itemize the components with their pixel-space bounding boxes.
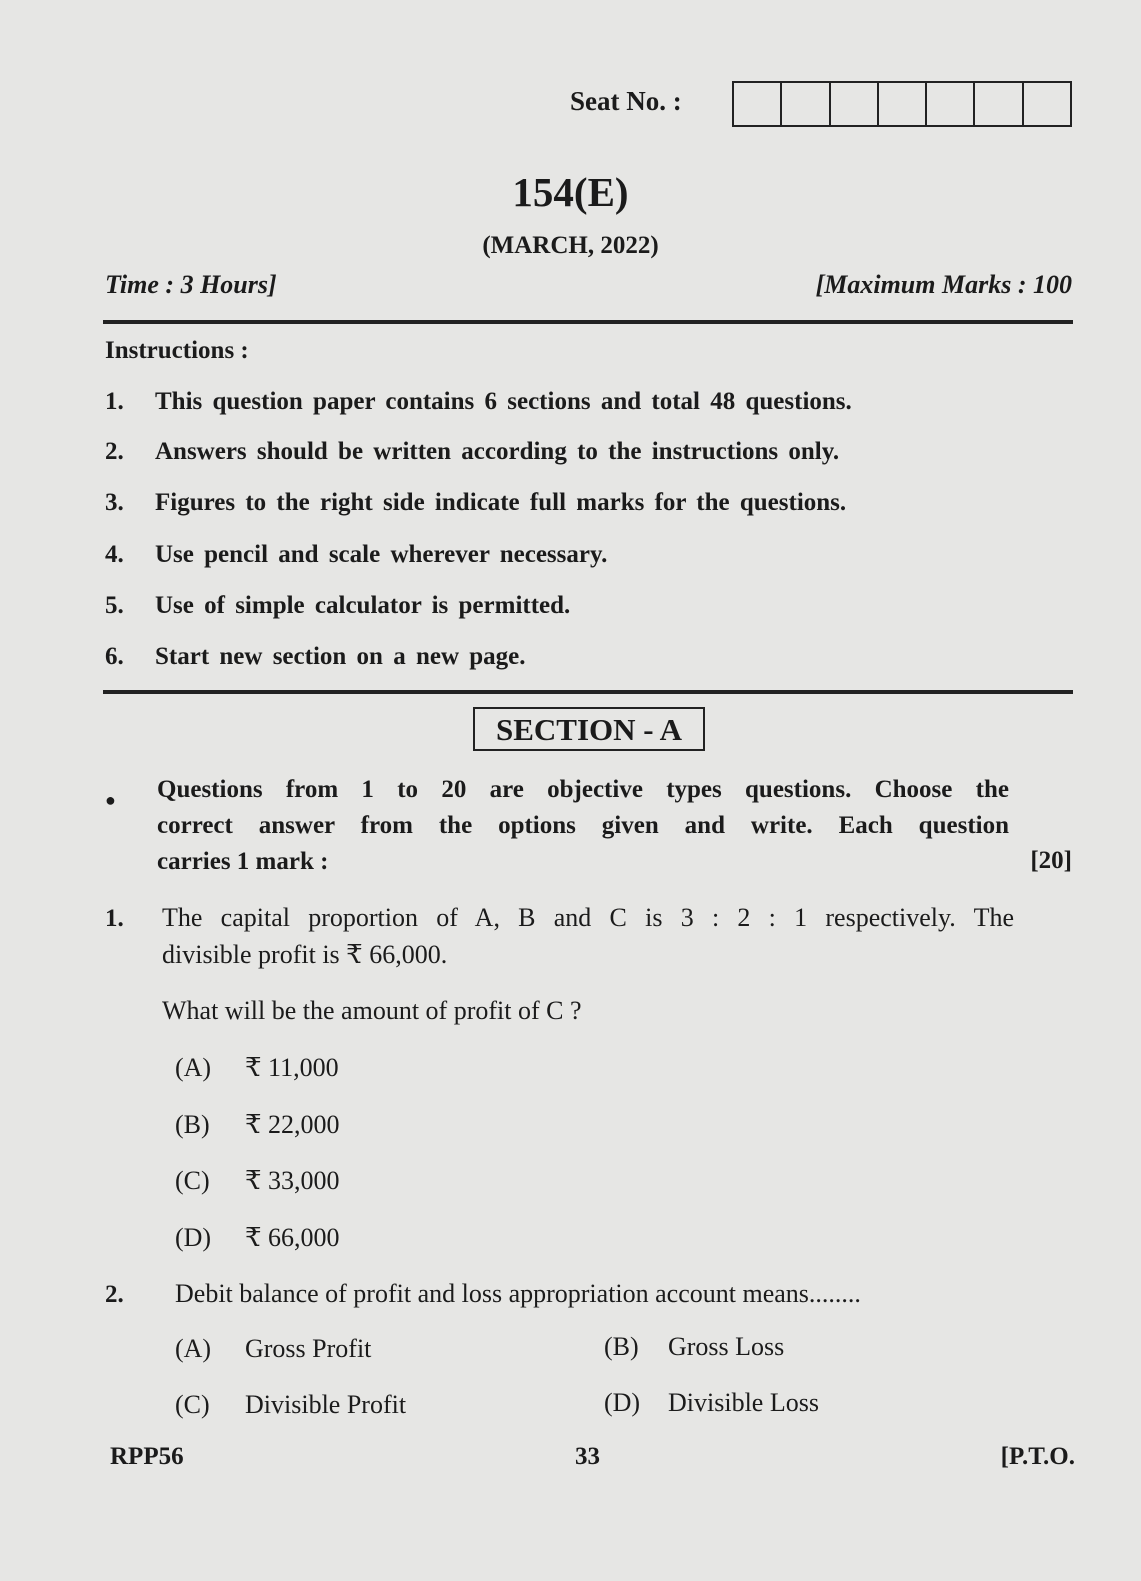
instructions-divider: [103, 690, 1073, 694]
seat-number-boxes[interactable]: [732, 81, 1072, 127]
instruction-item: [105, 541, 607, 569]
instruction-item: [105, 489, 846, 517]
instruction-number: 5.: [105, 592, 124, 619]
answer-option: [175, 1334, 371, 1364]
option-label: (C): [175, 1390, 210, 1419]
option-label: (D): [604, 1388, 641, 1417]
option-text: Gross Loss: [668, 1332, 785, 1361]
answer-option: [175, 1053, 339, 1083]
answer-option: [175, 1110, 340, 1140]
section-title: SECTION - A: [473, 707, 705, 751]
option-label: (C): [175, 1166, 210, 1195]
instructions-title: Instructions :: [105, 337, 249, 364]
section-note-line: carries 1 mark :: [157, 848, 329, 875]
seat-box[interactable]: [831, 83, 879, 125]
option-label: (B): [175, 1110, 210, 1139]
question-text-line: divisible profit is ₹ 66,000.: [162, 940, 448, 969]
seat-number-label: Seat No. :: [570, 86, 682, 116]
page-turn-note: [P.T.O.: [1000, 1443, 1075, 1470]
option-text: Divisible Loss: [668, 1388, 819, 1417]
question-number: 2.: [105, 1281, 124, 1308]
footer-code: RPP56: [110, 1443, 184, 1470]
option-label: (B): [604, 1332, 639, 1361]
instruction-text: This question paper contains 6 sections and total 48 questions.: [155, 388, 852, 415]
time-allowed: Time : 3 Hours]: [105, 270, 277, 299]
seat-box[interactable]: [1024, 83, 1070, 125]
answer-option: [604, 1332, 784, 1362]
maximum-marks: [Maximum Marks : 100: [815, 270, 1072, 299]
option-text: ₹ 22,000: [245, 1110, 340, 1139]
option-text: ₹ 33,000: [245, 1166, 340, 1195]
seat-box[interactable]: [975, 83, 1023, 125]
answer-option: [175, 1166, 340, 1196]
instruction-item: [105, 643, 526, 671]
exam-date: (MARCH, 2022): [482, 232, 659, 259]
instruction-text: Figures to the right side indicate full marks for the questions.: [155, 489, 847, 516]
answer-option: [604, 1388, 819, 1418]
answer-option: [175, 1390, 406, 1420]
header-divider: [103, 320, 1073, 324]
instruction-text: Use pencil and scale wherever necessary.: [155, 541, 608, 568]
instruction-number: 1.: [105, 388, 124, 415]
option-label: (A): [175, 1334, 212, 1363]
instruction-text: Use of simple calculator is permitted.: [155, 592, 571, 619]
instruction-number: 4.: [105, 541, 124, 568]
paper-code: 154(E): [512, 169, 629, 215]
option-label: (D): [175, 1223, 212, 1252]
section-note-line: correct answer from the options given and write. Each question: [157, 812, 1009, 839]
seat-box[interactable]: [927, 83, 975, 125]
option-label: (A): [175, 1053, 212, 1082]
answer-option: [175, 1223, 340, 1253]
question-text-line: The capital proportion of A, B and C is 3 : 2 : 1 respectively. The: [162, 903, 1014, 932]
instruction-item: [105, 438, 839, 466]
seat-box[interactable]: [734, 83, 782, 125]
question-text-line: Debit balance of profit and loss appropriation account means........: [175, 1279, 861, 1308]
instruction-item: [105, 592, 570, 620]
instruction-number: 6.: [105, 643, 124, 670]
question-subtext: What will be the amount of profit of C ?: [162, 996, 582, 1025]
question-number: 1.: [105, 905, 124, 932]
seat-box[interactable]: [879, 83, 927, 125]
instruction-text: Start new section on a new page.: [155, 643, 526, 670]
option-text: ₹ 11,000: [245, 1053, 339, 1082]
page-number: 33: [575, 1443, 600, 1470]
instruction-item: [105, 388, 852, 416]
instruction-text: Answers should be written according to the instructions only.: [155, 438, 840, 465]
bullet-icon: ●: [105, 790, 116, 810]
seat-box[interactable]: [782, 83, 830, 125]
option-text: Gross Profit: [245, 1334, 372, 1363]
instruction-number: 2.: [105, 438, 124, 465]
section-note-line: Questions from 1 to 20 are objective types questions. Choose the: [157, 776, 1009, 803]
option-text: Divisible Profit: [245, 1390, 407, 1419]
section-marks: [20]: [1030, 847, 1072, 874]
option-text: ₹ 66,000: [245, 1223, 340, 1252]
instruction-number: 3.: [105, 489, 124, 516]
